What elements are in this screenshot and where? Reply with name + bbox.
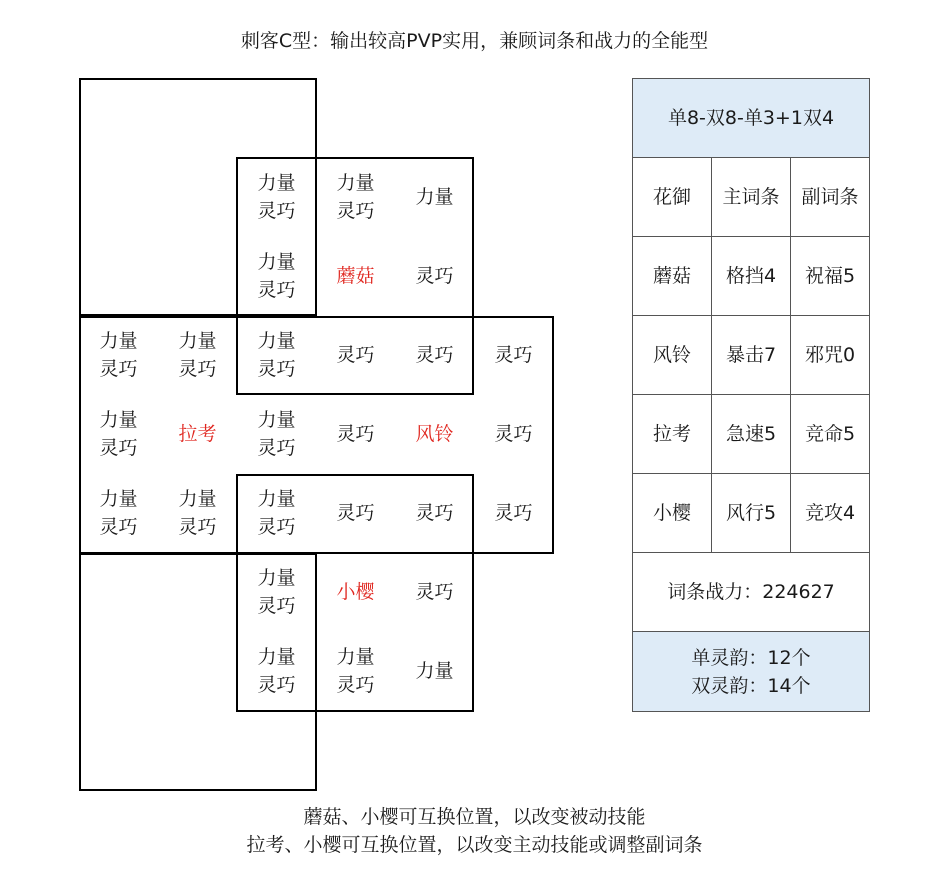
column-label: 副词条 — [801, 186, 859, 208]
cell-text: 灵巧 — [415, 501, 454, 524]
table-cell: 风行5 — [712, 474, 791, 552]
attribute-cell — [79, 394, 158, 473]
table-header: 单8-双8-单3+1双4 — [667, 107, 835, 129]
attribute-cell — [237, 157, 316, 236]
cell-text: 灵巧 — [336, 199, 375, 222]
cell-text: 力量 — [178, 487, 217, 510]
attribute-cell — [395, 631, 474, 710]
note-line: 拉考、小樱可互换位置，以改变主动技能或调整副词条 — [246, 834, 703, 856]
attribute-cell — [237, 236, 316, 315]
cell-text: 灵巧 — [336, 673, 375, 696]
slot-label-拉考 — [158, 394, 237, 473]
table-row — [633, 395, 869, 474]
cell-text: 力量 — [336, 645, 375, 668]
cell-text: 灵巧 — [494, 343, 533, 366]
cell-text: 灵巧 — [336, 501, 375, 524]
attribute-cell — [474, 394, 553, 473]
table-cell: 风铃 — [633, 316, 712, 394]
table-cell: 邪咒0 — [804, 344, 856, 366]
table-power-row — [633, 553, 869, 632]
notes — [0, 803, 949, 859]
summary-line: 双灵韵：14个 — [691, 674, 811, 697]
table-header-row — [633, 79, 869, 158]
attribute-cell — [395, 552, 474, 631]
table-cell: 小樱 — [633, 474, 712, 552]
column-label: 主词条 — [712, 158, 791, 236]
table-cell: 拉考 — [633, 395, 712, 473]
cell-text: 灵巧 — [178, 515, 217, 538]
slot-label-蘑菇 — [316, 236, 395, 315]
cell-text: 灵巧 — [99, 515, 138, 538]
table-summary-row — [633, 632, 869, 711]
attribute-cell — [395, 236, 474, 315]
cell-text: 力量 — [99, 487, 138, 510]
cell-text: 力量 — [257, 566, 296, 589]
table-cell: 竞命5 — [804, 423, 856, 445]
slot-label-小樱 — [316, 552, 395, 631]
table-cell: 蘑菇 — [633, 237, 712, 315]
table-cell: 急速5 — [712, 395, 791, 473]
cell-text: 灵巧 — [494, 422, 533, 445]
cell-text: 力量 — [257, 329, 296, 352]
cell-text: 灵巧 — [336, 422, 375, 445]
attribute-cell — [395, 315, 474, 394]
cell-text: 灵巧 — [99, 357, 138, 380]
cell-text: 灵巧 — [257, 199, 296, 222]
attribute-cell — [316, 157, 395, 236]
attribute-cell — [316, 473, 395, 552]
attribute-cell — [79, 315, 158, 394]
cell-text: 灵巧 — [257, 594, 296, 617]
table-cell: 竞攻4 — [804, 502, 856, 524]
cell-text: 灵巧 — [178, 357, 217, 380]
cell-text: 灵巧 — [257, 673, 296, 696]
attribute-cell — [316, 631, 395, 710]
cell-text: 力量 — [257, 645, 296, 668]
build-summary-table — [632, 78, 870, 712]
cell-text: 力量 — [99, 329, 138, 352]
column-label: 花御 — [633, 158, 712, 236]
attribute-cell — [474, 315, 553, 394]
attribute-cell — [237, 552, 316, 631]
cell-text: 灵巧 — [336, 343, 375, 366]
table-row — [633, 237, 869, 316]
cell-text: 灵巧 — [415, 580, 454, 603]
cell-text: 力量 — [257, 171, 296, 194]
cell-text: 灵巧 — [99, 436, 138, 459]
cell-text: 蘑菇 — [336, 264, 375, 287]
cell-text: 小樱 — [336, 580, 375, 603]
attribute-cell — [395, 157, 474, 236]
cell-text: 力量 — [415, 185, 454, 208]
diagram-title: 刺客C型：输出较高PVP实用，兼顾词条和战力的全能型 — [240, 30, 709, 52]
summary-line: 单灵韵：12个 — [691, 646, 811, 669]
cell-text: 灵巧 — [415, 343, 454, 366]
table-row — [633, 474, 869, 553]
cell-text: 风铃 — [415, 422, 454, 445]
cell-text: 力量 — [415, 659, 454, 682]
cell-text: 力量 — [336, 171, 375, 194]
cell-text: 灵巧 — [494, 501, 533, 524]
attribute-cell — [474, 473, 553, 552]
attribute-cell — [237, 631, 316, 710]
cell-text: 灵巧 — [257, 357, 296, 380]
attribute-cell — [316, 394, 395, 473]
summary-cell — [633, 632, 869, 711]
table-column-row — [633, 158, 869, 237]
attribute-cell — [237, 315, 316, 394]
cell-text: 灵巧 — [415, 264, 454, 287]
slot-label-风铃 — [395, 394, 474, 473]
attribute-cell — [316, 315, 395, 394]
cell-text: 力量 — [257, 408, 296, 431]
table-cell: 格挡4 — [712, 237, 791, 315]
cell-text: 力量 — [257, 487, 296, 510]
attribute-cell — [237, 394, 316, 473]
cell-text: 力量 — [99, 408, 138, 431]
attribute-cell — [158, 315, 237, 394]
attribute-cell — [237, 473, 316, 552]
cell-text: 灵巧 — [257, 278, 296, 301]
cell-text: 灵巧 — [257, 515, 296, 538]
table-cell: 祝福5 — [804, 265, 856, 287]
cell-text: 拉考 — [178, 422, 217, 445]
attribute-cell — [79, 473, 158, 552]
power-value: 词条战力：224627 — [667, 581, 835, 603]
note-line: 蘑菇、小樱可互换位置，以改变被动技能 — [303, 806, 646, 828]
table-row — [633, 316, 869, 395]
cell-text: 灵巧 — [257, 436, 296, 459]
cell-text: 力量 — [257, 250, 296, 273]
cell-text: 力量 — [178, 329, 217, 352]
attribute-cell — [158, 473, 237, 552]
table-cell: 暴击7 — [712, 316, 791, 394]
attribute-cell — [395, 473, 474, 552]
